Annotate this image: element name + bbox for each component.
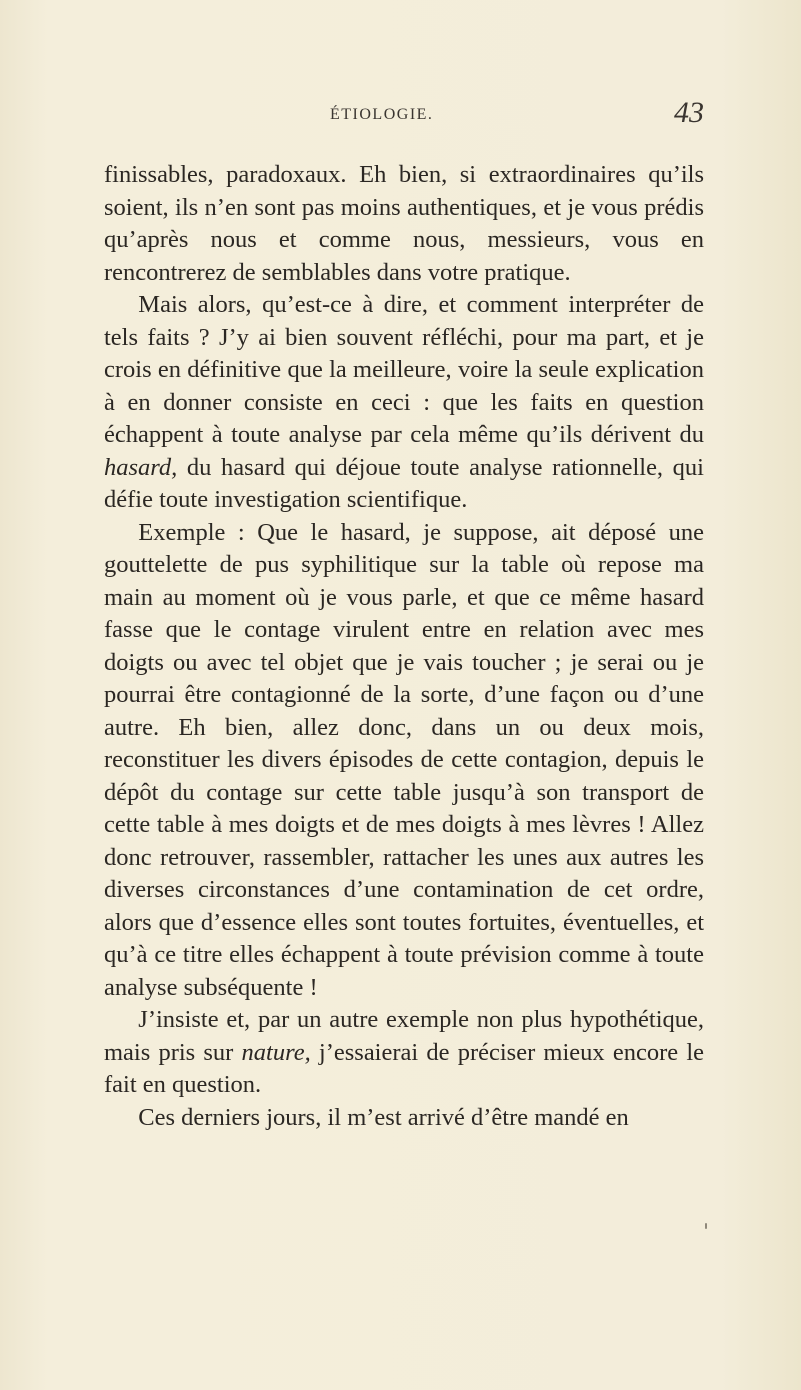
paragraph <box>104 289 704 517</box>
text-run: Ces derniers jours, il m’est arrivé d’être mandé en <box>138 1103 629 1131</box>
body-text <box>104 159 704 1134</box>
paper-speck <box>705 1223 707 1229</box>
text-run: du hasard qui déjoue toute analyse rationnelle, qui défie toute investigation scientifique. <box>104 453 704 513</box>
paragraph <box>104 159 704 289</box>
text-run: J’insiste et, par un autre exemple non plus hypothétique, mais pris sur <box>104 1006 704 1066</box>
text-run: finissables, paradoxaux. Eh bien, si extraordinaires qu’ils soient, ils n’en sont pas moins authentiques, et je vous prédis qu’après nous et comme nous, messieurs, vous en rencontrerez de semblables dans votre pratique. <box>104 161 704 286</box>
page-number: 43 <box>674 96 704 129</box>
text-run: Exemple : Que le hasard, je suppose, ait déposé une gouttelette de pus syphilitique sur la table où repose ma main au moment où je vous parle, et que ce même hasard fasse que le contage virulent entre en relation avec mes doigts ou avec tel objet que je vais toucher ; je serai ou je pourrai être contagionné de la sorte, d’une façon ou d’une autre. Eh bien, allez donc, dans un ou deux mois, reconstituer les divers épisodes de cette contagion, depuis le dépôt du contage sur cette table jusqu’à son transport de cette table à mes doigts et de mes doigts à mes lèvres ! Allez donc retrouver, rassembler, rattacher les unes aux autres les diverses circonstances d’une contamination de cet ordre, alors que d’essence elles sont toutes fortuites, éventuelles, et qu’à ce titre elles échappent à toute prévision comme à toute analyse subséquente ! <box>104 518 704 1001</box>
paragraph <box>104 517 704 1005</box>
italic-text-run: nature, <box>241 1038 311 1066</box>
running-title: ÉTIOLOGIE. <box>330 106 434 123</box>
text-run: j’essaierai de préciser mieux encore le fait en question. <box>104 1038 704 1098</box>
text-run: Mais alors, qu’est-ce à dire, et comment interpréter de tels faits ? J’y ai bien souvent réfléchi, pour ma part, et je crois en définitive que la meilleure, voire la seule explication à en donner consiste en ceci : que les faits en question échappent à toute analyse par cela même qu’ils dérivent du <box>104 291 704 448</box>
paragraph <box>104 1004 704 1102</box>
running-head <box>104 88 704 128</box>
italic-text-run: hasard, <box>104 453 178 481</box>
paragraph <box>104 1102 704 1135</box>
